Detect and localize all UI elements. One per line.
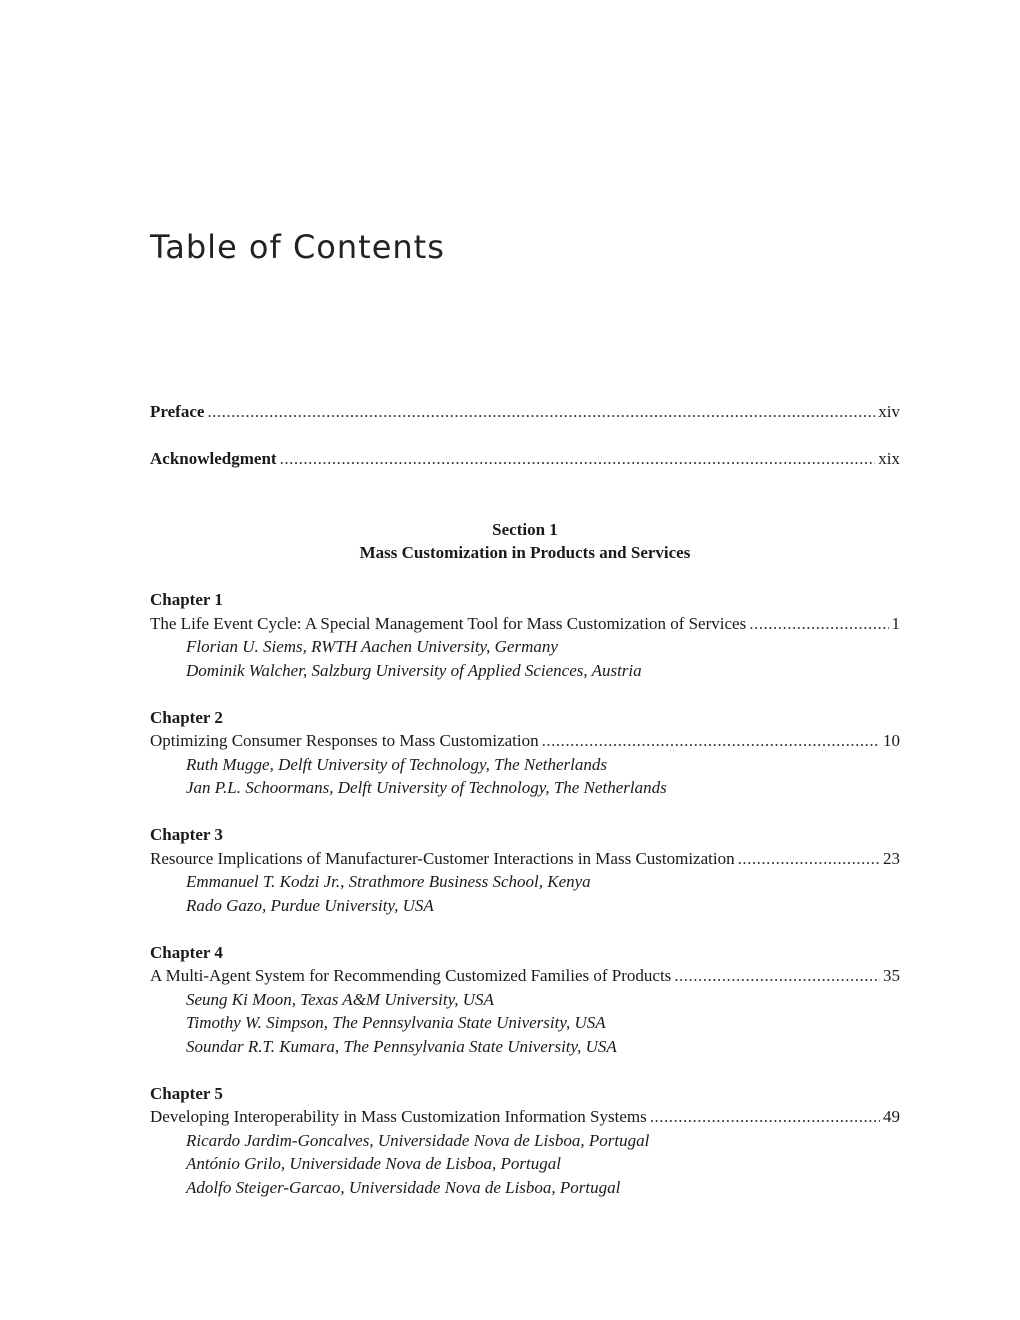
section-number: Section 1 xyxy=(492,519,558,539)
chapter-number: Chapter 5 xyxy=(150,1083,223,1103)
dot-leader xyxy=(280,447,876,471)
chapter-title-line[interactable] xyxy=(150,729,900,753)
chapter-title-line[interactable] xyxy=(150,847,900,871)
chapter-number: Chapter 1 xyxy=(150,590,223,609)
dot-leader xyxy=(749,612,888,636)
author-line: Jan P.L. Schoormans, Delft University of Technology, The Netherlands xyxy=(186,778,667,797)
author-line: Adolfo Steiger-Garcao, Universidade Nova de Lisboa, Portugal xyxy=(186,1177,621,1197)
toc-entry-preface[interactable] xyxy=(150,400,900,424)
author-line: Rado Gazo, Purdue University, USA xyxy=(186,895,434,915)
chapter-entry xyxy=(150,588,900,682)
toc-entry-acknowledgment[interactable] xyxy=(150,447,900,471)
author-line: Emmanuel T. Kodzi Jr., Strathmore Business School, Kenya xyxy=(186,872,591,891)
chapter-title: A Multi-Agent System for Recommending Customized Families of Products xyxy=(150,966,672,985)
chapter-number: Chapter 4 xyxy=(150,942,223,962)
chapter-title-line[interactable] xyxy=(150,964,900,988)
author-line: Seung Ki Moon, Texas A&M University, USA xyxy=(186,989,494,1009)
author-line: Ricardo Jardim-Goncalves, Universidade Nova de Lisboa, Portugal xyxy=(186,1130,650,1150)
dot-leader xyxy=(738,847,880,871)
chapter-entry xyxy=(150,1082,900,1200)
page-number: xix xyxy=(878,449,900,468)
author-line: Dominik Walcher, Salzburg University of Applied Sciences, Austria xyxy=(186,660,642,680)
author-line: Florian U. Siems, RWTH Aachen University, Germany xyxy=(186,637,558,656)
author-line: Soundar R.T. Kumara, The Pennsylvania State University, USA xyxy=(186,1036,617,1056)
chapter-title: Developing Interoperability in Mass Customization Information Systems xyxy=(150,1107,647,1126)
chapter-title: Resource Implications of Manufacturer-Customer Interactions in Mass Customization xyxy=(150,848,735,868)
chapter-title-line[interactable] xyxy=(150,612,900,636)
page-number: xiv xyxy=(878,402,900,421)
dot-leader xyxy=(650,1105,880,1129)
chapter-entry xyxy=(150,706,900,800)
page-number: 49 xyxy=(883,1107,900,1126)
page-number: 35 xyxy=(883,966,900,985)
chapter-entry xyxy=(150,823,900,917)
entry-label: Preface xyxy=(150,402,205,421)
chapter-title: Optimizing Consumer Responses to Mass Customization xyxy=(150,731,539,750)
author-line: António Grilo, Universidade Nova de Lisboa, Portugal xyxy=(186,1154,561,1173)
page-number: 10 xyxy=(883,731,900,750)
page-number: 1 xyxy=(891,613,900,633)
chapter-title: The Life Event Cycle: A Special Management Tool for Mass Customization of Services xyxy=(150,613,747,633)
dot-leader xyxy=(542,729,880,753)
section-heading xyxy=(150,518,900,565)
chapter-number: Chapter 2 xyxy=(150,707,223,727)
author-line: Ruth Mugge, Delft University of Technology, The Netherlands xyxy=(186,754,608,774)
chapter-title-line[interactable] xyxy=(150,1105,900,1129)
section-title: Mass Customization in Products and Services xyxy=(359,543,691,562)
author-line: Timothy W. Simpson, The Pennsylvania State University, USA xyxy=(186,1013,606,1032)
entry-label: Acknowledgment xyxy=(150,449,277,468)
page-number: 23 xyxy=(883,848,900,868)
chapter-number: Chapter 3 xyxy=(150,825,223,844)
dot-leader xyxy=(674,964,880,988)
table-of-contents xyxy=(150,400,900,1199)
dot-leader xyxy=(207,400,875,424)
page-title: Table of Contents xyxy=(150,228,445,266)
chapter-entry xyxy=(150,941,900,1059)
